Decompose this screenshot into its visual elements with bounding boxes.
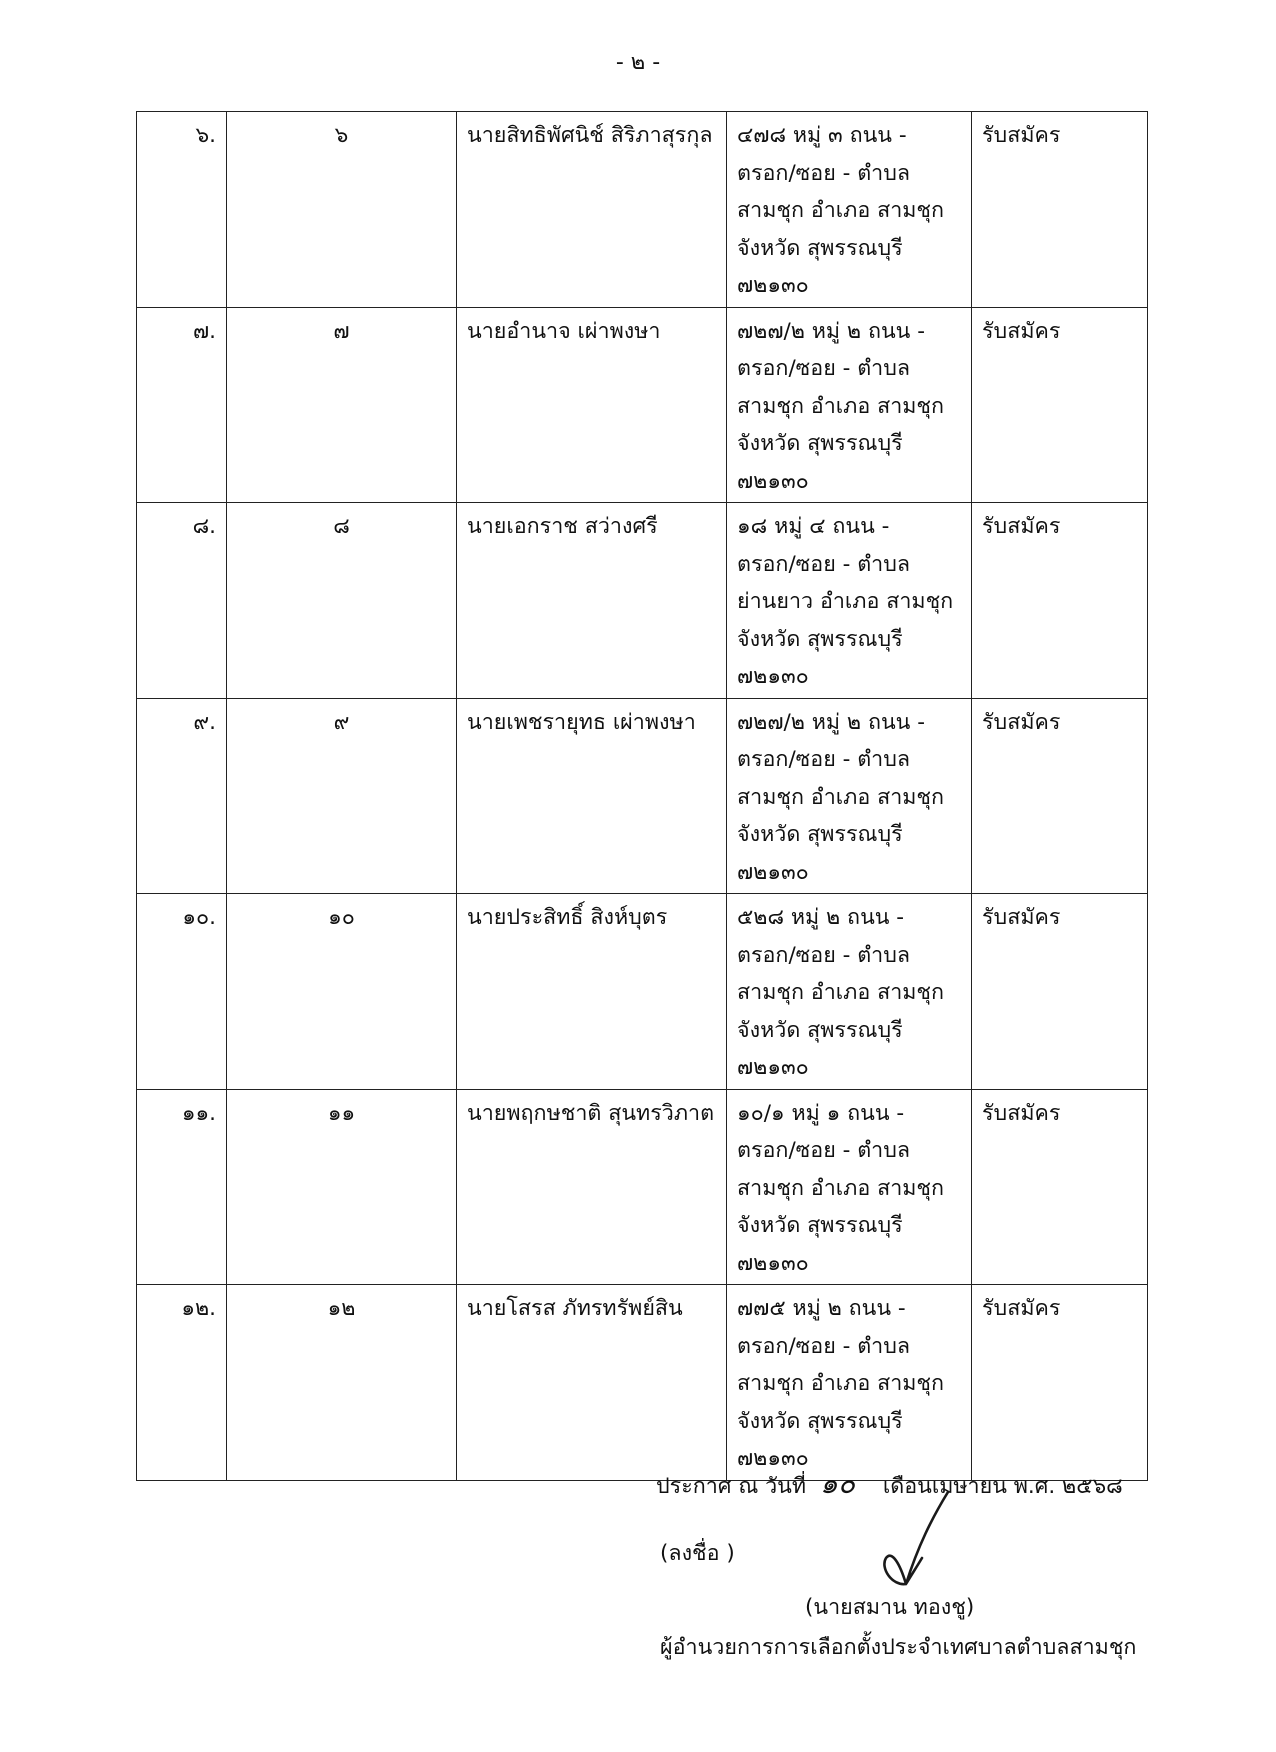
candidate-name-cell: นายเพชรายุทธ เผ่าพงษา xyxy=(457,698,727,894)
address-line: สามชุก อำเภอ สามชุก xyxy=(737,1371,945,1396)
address-line: ตรอก/ซอย - ตำบล xyxy=(737,1138,911,1163)
address-line: ๗๒๑๓๐ xyxy=(737,1055,809,1080)
address-line: ตรอก/ซอย - ตำบล xyxy=(737,160,911,186)
candidate-number-cell: ๑๐ xyxy=(227,894,457,1090)
address-line: สามชุก อำเภอ สามชุก xyxy=(737,393,945,419)
address-line: จังหวัด สุพรรณบุรี xyxy=(737,626,903,652)
announcement-month-year: เดือนเมษายน พ.ศ. ๒๕๖๘ xyxy=(882,1474,1123,1499)
table-row xyxy=(137,112,1148,308)
page-number: - ๒ - xyxy=(615,50,661,75)
address-line: สามชุก อำเภอ สามชุก xyxy=(737,784,945,810)
address-line: ๕๒๘ หมู่ ๒ ถนน - xyxy=(737,905,905,930)
candidate-status-cell: รับสมัคร xyxy=(972,503,1148,699)
address-line: จังหวัด สุพรรณบุรี xyxy=(737,235,903,261)
row-order-cell: ๑๒. xyxy=(137,1285,227,1481)
candidate-status-cell: รับสมัคร xyxy=(972,307,1148,503)
address-line: ๑๘ หมู่ ๔ ถนน - xyxy=(737,514,890,539)
table-row xyxy=(137,1285,1148,1481)
address-line: ๗๒๑๓๐ xyxy=(737,468,809,494)
candidate-status-cell: รับสมัคร xyxy=(972,112,1148,308)
signer-name: (นายสมาน ทองชู) xyxy=(805,1595,975,1620)
candidate-table-body xyxy=(137,112,1148,1481)
candidate-number-cell: ๑๑ xyxy=(227,1089,457,1285)
address-line: สามชุก อำเภอ สามชุก xyxy=(737,1175,945,1201)
address-line: ตรอก/ซอย - ตำบล xyxy=(737,551,911,577)
handwritten-signature xyxy=(870,1488,990,1598)
row-order-cell: ๘. xyxy=(137,503,227,699)
address-line: จังหวัด สุพรรณบุรี xyxy=(737,1017,903,1043)
candidate-name-cell: นายเอกราช สว่างศรี xyxy=(457,503,727,699)
candidate-status-cell: รับสมัคร xyxy=(972,1285,1148,1481)
candidate-address-cell xyxy=(727,307,972,503)
address-line: ๗๒๑๓๐ xyxy=(737,1446,809,1471)
candidate-address-cell xyxy=(727,698,972,894)
candidate-name-cell: นายโสรส ภัทรทรัพย์สิน xyxy=(457,1285,727,1481)
candidate-address-cell xyxy=(727,503,972,699)
address-line: จังหวัด สุพรรณบุรี xyxy=(737,1408,903,1434)
address-line: จังหวัด สุพรรณบุรี xyxy=(737,431,903,456)
address-line: ๗๒๑๓๐ xyxy=(737,273,809,298)
address-line: ๗๒๑๓๐ xyxy=(737,664,809,689)
candidate-number-cell: ๖ xyxy=(227,112,457,308)
address-line: ๑๐/๑ หมู่ ๑ ถนน - xyxy=(737,1100,905,1126)
address-line: ๗๗๕ หมู่ ๒ ถนน - xyxy=(737,1296,906,1321)
address-line: ตรอก/ซอย - ตำบล xyxy=(737,942,911,968)
address-line: ตรอก/ซอย - ตำบล xyxy=(737,1333,911,1359)
row-order-cell: ๑๐. xyxy=(137,894,227,1090)
candidate-address-cell xyxy=(727,112,972,308)
candidate-name-cell: นายอำนาจ เผ่าพงษา xyxy=(457,307,727,503)
candidate-name-cell: นายประสิทธิ์ สิงห์บุตร xyxy=(457,894,727,1090)
signer-title: ผู้อำนวยการการเลือกตั้งประจำเทศบาลตำบลสามชุก xyxy=(660,1635,1137,1660)
table-row xyxy=(137,1089,1148,1285)
address-line: สามชุก อำเภอ สามชุก xyxy=(737,198,945,223)
table-row xyxy=(137,307,1148,503)
address-line: ๔๗๘ หมู่ ๓ ถนน - xyxy=(737,123,907,148)
candidate-table xyxy=(136,111,1148,1481)
signature-label: (ลงชื่อ ) xyxy=(660,1541,735,1566)
address-line: ๗๒๗/๒ หมู่ ๒ ถนน - xyxy=(737,709,925,735)
table-row xyxy=(137,503,1148,699)
address-line: จังหวัด สุพรรณบุรี xyxy=(737,822,903,847)
candidate-status-cell: รับสมัคร xyxy=(972,894,1148,1090)
address-line: ย่านยาว อำเภอ สามชุก xyxy=(737,589,954,614)
candidate-status-cell: รับสมัคร xyxy=(972,698,1148,894)
candidate-status-cell: รับสมัคร xyxy=(972,1089,1148,1285)
address-line: ๗๒๑๓๐ xyxy=(737,859,809,885)
candidate-name-cell: นายสิทธิพัศนิช์ สิริภาสุรกุล xyxy=(457,112,727,308)
row-order-cell: ๖. xyxy=(137,112,227,308)
address-line: ๗๒๗/๒ หมู่ ๒ ถนน - xyxy=(737,318,925,344)
candidate-number-cell: ๑๒ xyxy=(227,1285,457,1481)
announcement-day: ๑๐ xyxy=(820,1467,855,1500)
address-line: ตรอก/ซอย - ตำบล xyxy=(737,747,911,772)
row-order-cell: ๗. xyxy=(137,307,227,503)
candidate-address-cell xyxy=(727,894,972,1090)
candidate-address-cell xyxy=(727,1089,972,1285)
row-order-cell: ๙. xyxy=(137,698,227,894)
table-row xyxy=(137,698,1148,894)
address-line: จังหวัด สุพรรณบุรี xyxy=(737,1213,903,1238)
candidate-number-cell: ๙ xyxy=(227,698,457,894)
table-row xyxy=(137,894,1148,1090)
candidate-number-cell: ๗ xyxy=(227,307,457,503)
address-line: ตรอก/ซอย - ตำบล xyxy=(737,356,911,381)
address-line: ๗๒๑๓๐ xyxy=(737,1250,809,1276)
candidate-name-cell: นายพฤกษชาติ สุนทรวิภาต xyxy=(457,1089,727,1285)
candidate-address-cell xyxy=(727,1285,972,1481)
address-line: สามชุก อำเภอ สามชุก xyxy=(737,980,945,1005)
announcement-prefix: ประกาศ ณ วันที่ xyxy=(656,1474,807,1499)
candidate-number-cell: ๘ xyxy=(227,503,457,699)
row-order-cell: ๑๑. xyxy=(137,1089,227,1285)
